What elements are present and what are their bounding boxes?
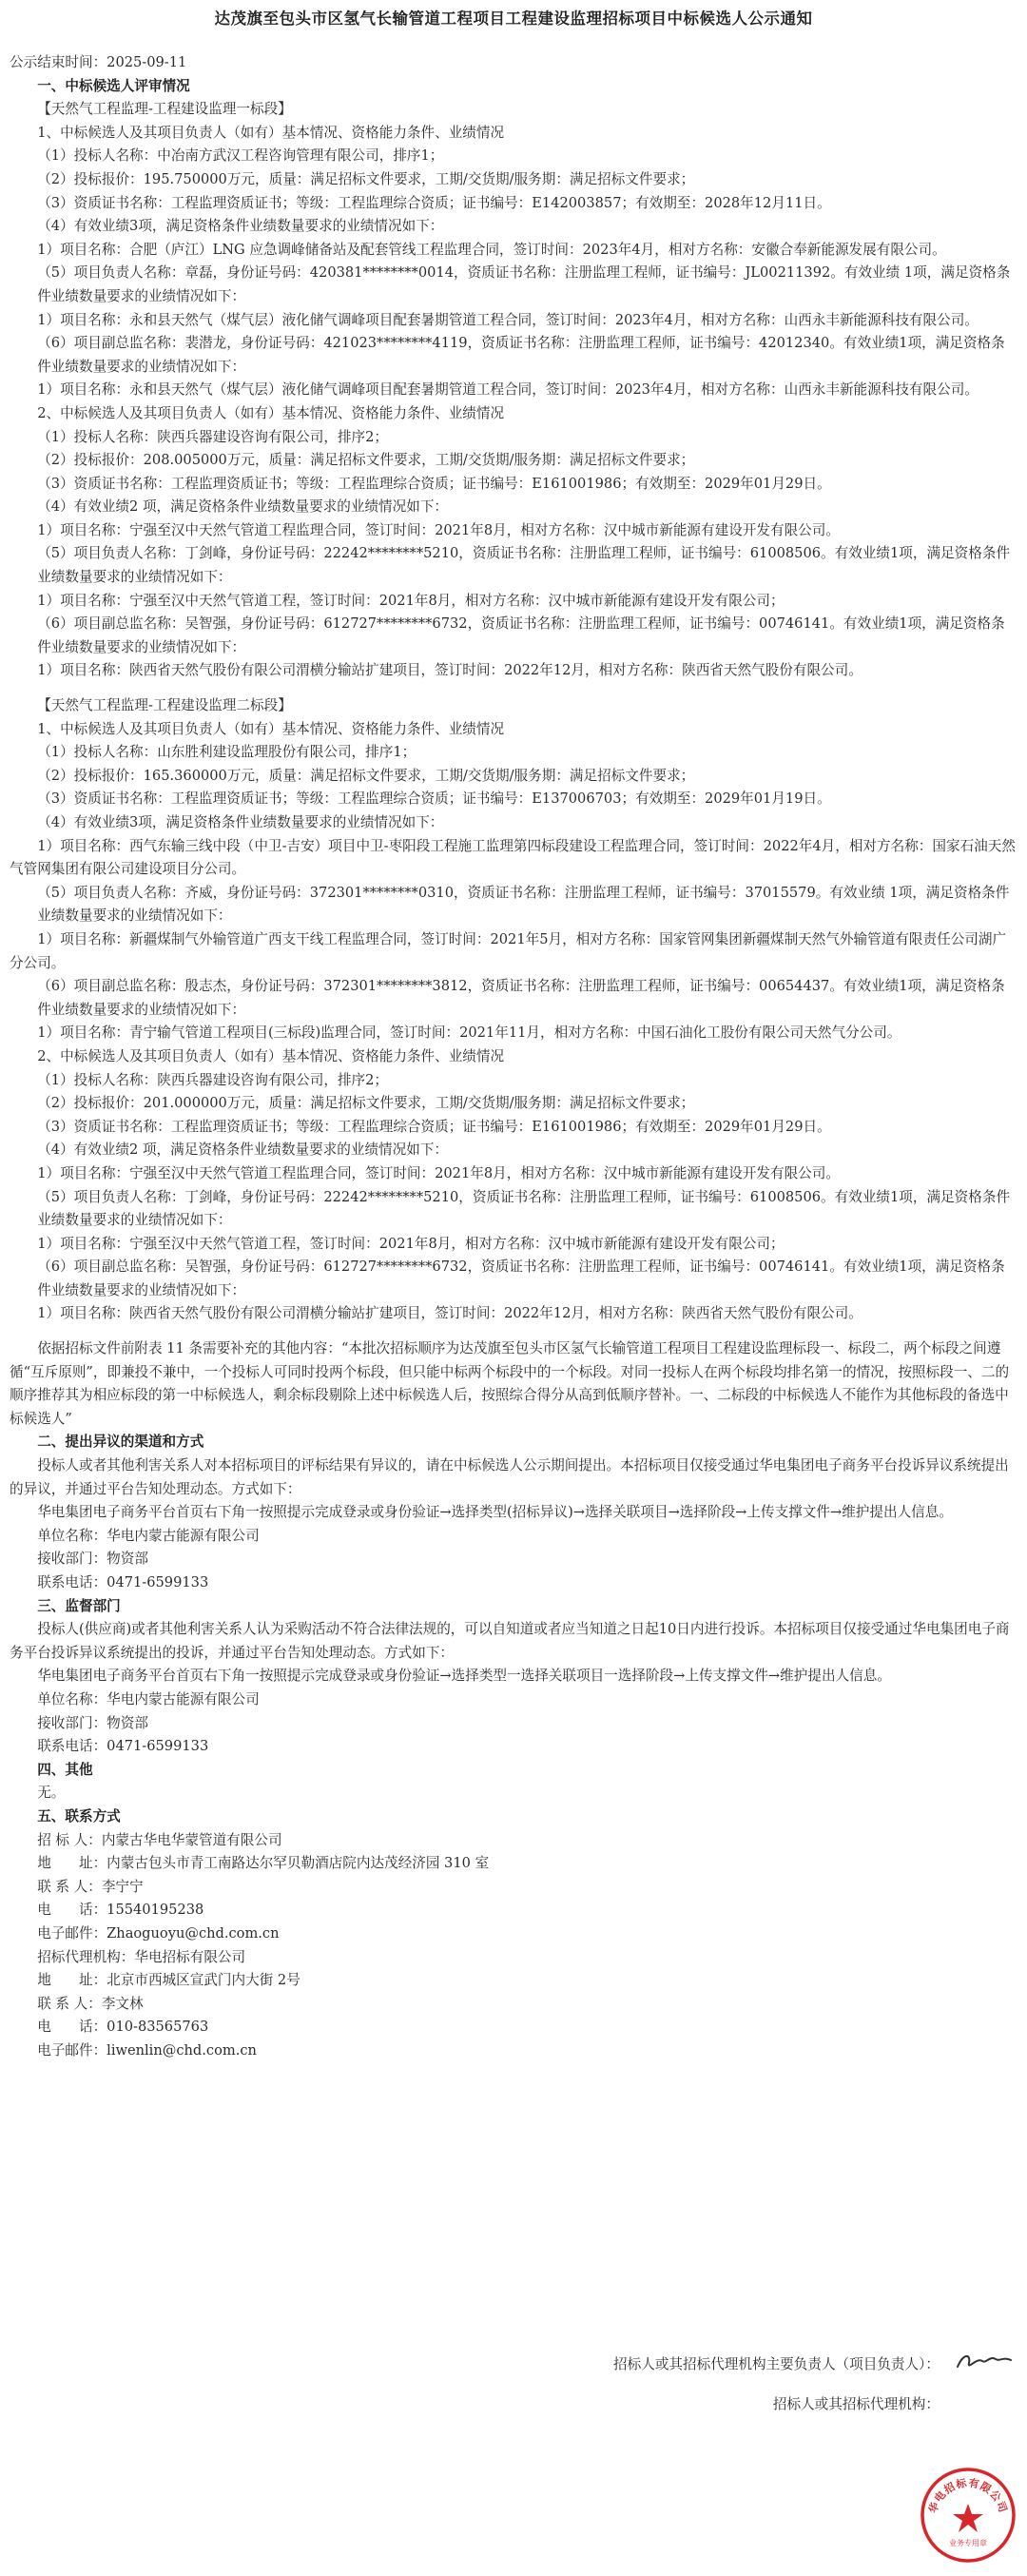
deputy-director: （6）项目副总监名称：裴潜龙，身份证号码：421023********4119，资质证书名称：注册监理工程师，证书编号：42012340。有效业绩1项，满足资格条件业绩数量要求的业绩情况如下：	[37, 335, 1005, 375]
qualification: （3）资质证书名称：工程监理资质证书；等级：工程监理综合资质；证书编号：E161001986；有效期至：2029年01月29日。	[37, 475, 831, 492]
unit-name: 单位名称：华电内蒙古能源有限公司	[37, 1527, 260, 1544]
bid-price: （2）投标报价：201.000000万元，质量：满足招标文件要求，工期/交货期/服务期：满足招标文件要求；	[37, 1095, 695, 1112]
project-item: 1）项目名称：宁强至汉中天然气管道工程，签订时间：2021年8月，相对方名称：汉中城市新能源有建设开发有限公司；	[37, 1235, 785, 1252]
tenderer-name: 招 标 人：内蒙古华电华蒙管道有限公司	[37, 1831, 282, 1848]
lot-heading: 【天然气工程监理-工程建设监理一标段】	[37, 101, 292, 118]
section-heading: 一、中标候选人评审情况	[37, 77, 190, 94]
signature-line-principal: 招标人或其招标代理机构主要负责人（项目负责人）：	[613, 2356, 940, 2372]
project-item: 1）项目名称：新疆煤制气外输管道广西支干线工程监理合同，签订时间：2021年5月，相对方名称：国家管网集团新疆煤制天然气外输管道有限责任公司湖广分公司。	[10, 930, 1007, 971]
objection-text: 投标人或者其他利害关系人对本招标项目的评标结果有异议的，请在中标候选人公示期间提出。本招标项目仅接受通过华电集团电子商务平台投诉异议系统提出的异议，并通过平台告知处理动态。方式如下：	[10, 1457, 1009, 1497]
project-item: 1）项目名称：宁强至汉中天然气管道工程监理合同，签订时间：2021年8月，相对方名称：汉中城市新能源有建设开发有限公司。	[37, 521, 840, 538]
project-manager: （5）项目负责人名称：丁剑峰，身份证号码：22242********5210，资质证书名称：注册监理工程师，证书编号：61008506。有效业绩1项，满足资格条件业绩数量要求的业绩情况如下：	[37, 1188, 1011, 1229]
candidate-heading: 2、中标候选人及其项目负责人（如有）基本情况、资格能力条件、业绩情况	[37, 404, 505, 421]
lot-heading: 【天然气工程监理-工程建设监理二标段】	[37, 697, 292, 714]
performance-count: （4）有效业绩3项，满足资格条件业绩数量要求的业绩情况如下：	[37, 814, 444, 830]
bid-price: （2）投标报价：208.005000万元，质量：满足招标文件要求，工期/交货期/服务期：满足招标文件要求；	[37, 452, 695, 469]
agency-address: 地 址：北京市西城区宣武门内大街 2号	[37, 1972, 300, 1989]
tenderer-address: 地 址：内蒙古包头市青工南路达尔罕贝勒酒店院内达茂经济园 310 室	[37, 1855, 490, 1872]
other-text: 无。	[37, 1785, 66, 1802]
unit-name: 单位名称：华电内蒙古能源有限公司	[37, 1690, 260, 1708]
project-item: 1）项目名称：陕西省天然气股份有限公司渭横分输站扩建项目，签订时间：2022年12月，相对方名称：陕西省天然气股份有限公司。	[37, 662, 862, 679]
receiving-department: 接收部门：物资部	[37, 1714, 148, 1731]
project-item: 1）项目名称：青宁输气管道工程项目(三标段)监理合同，签订时间：2021年11月，相对方名称：中国石油化工股份有限公司天然气分公司。	[37, 1025, 901, 1042]
tenderer-contact: 联 系 人：李宁宁	[37, 1878, 144, 1895]
tenderer-phone: 电 话：15540195238	[37, 1902, 204, 1919]
project-manager: （5）项目负责人名称：齐威，身份证号码：372301********0310，资质证书名称：注册监理工程师，证书编号：37015579。有效业绩 1项，满足资格条件业绩数量要求的业绩情况如下：	[37, 884, 1010, 925]
deputy-director: （6）项目副总监名称：吴智强，身份证号码：612727********6732，资质证书名称：注册监理工程师，证书编号：00746141。有效业绩1项，满足资格条件业绩数量要求的业绩情况如下：	[37, 615, 1005, 655]
signature-line-agency: 招标人或其招标代理机构：	[772, 2396, 940, 2412]
contact-phone: 联系电话：0471-6599133	[37, 1738, 209, 1755]
tenderer-email: 电子邮件：Zhaoguoyu@chd.com.cn	[37, 1924, 280, 1942]
qualification: （3）资质证书名称：工程监理资质证书；等级：工程监理综合资质；证书编号：E142003857；有效期至：2028年12月11日。	[37, 194, 831, 211]
performance-count: （4）有效业绩2 项，满足资格条件业绩数量要求的业绩情况如下：	[37, 498, 449, 516]
receiving-department: 接收部门：物资部	[37, 1551, 148, 1568]
seal-star-icon	[953, 2504, 983, 2532]
bidder-name: （1）投标人名称：陕西兵器建设咨询有限公司，排序2；	[37, 428, 389, 445]
section-heading: 三、监督部门	[37, 1597, 121, 1614]
bidder-name: （1）投标人名称：中冶南方武汉工程咨询管理有限公司，排序1；	[37, 147, 444, 165]
qualification: （3）资质证书名称：工程监理资质证书；等级：工程监理综合资质；证书编号：E137006703；有效期至：2029年01月19日。	[37, 790, 831, 808]
project-item: 1）项目名称：宁强至汉中天然气管道工程，签订时间：2021年8月，相对方名称：汉中城市新能源有建设开发有限公司；	[37, 592, 785, 609]
candidate-heading: 2、中标候选人及其项目负责人（如有）基本情况、资格能力条件、业绩情况	[37, 1047, 505, 1064]
project-item: 1）项目名称：陕西省天然气股份有限公司渭横分输站扩建项目，签订时间：2022年12月，相对方名称：陕西省天然气股份有限公司。	[37, 1305, 862, 1322]
agency-phone: 电 话：010-83565763	[37, 2019, 209, 2036]
project-item: 1）项目名称：宁强至汉中天然气管道工程监理合同，签订时间：2021年8月，相对方名称：汉中城市新能源有建设开发有限公司。	[37, 1164, 840, 1181]
page-title: 达茂旗至包头市区氢气长输管道工程项目工程建设监理招标项目中标候选人公示通知	[214, 10, 813, 28]
section-heading: 二、提出异议的渠道和方式	[37, 1434, 204, 1451]
agency-contact: 联 系 人：李文林	[37, 1995, 144, 2012]
supervision-text: 投标人(供应商)或者其他利害关系人认为采购活动不符合法律法规的，可以自知道或者应当知道之日起10日内进行投诉。本招标项目仅接受通过华电集团电子商务平台投诉异议系统提出的投诉，并通过平台告知处理动态。方式如下：	[10, 1621, 1010, 1661]
agency-email: 电子邮件：liwenlin@chd.com.cn	[37, 2041, 257, 2059]
notice-body	[10, 51, 1017, 2062]
performance-count: （4）有效业绩2 项，满足资格条件业绩数量要求的业绩情况如下：	[37, 1142, 449, 1159]
project-item: 1）项目名称：合肥（庐江）LNG 应急调峰储备站及配套管线工程监理合同，签订时间：2023年4月，相对方名称：安徽合奉新能源发展有限公司。	[37, 241, 946, 258]
official-seal-stamp	[919, 2466, 1017, 2565]
contact-phone: 联系电话：0471-6599133	[37, 1574, 209, 1590]
bid-price: （2）投标报价：165.360000万元，质量：满足招标文件要求，工期/交货期/服务期：满足招标文件要求；	[37, 767, 695, 784]
candidate-heading: 1、中标候选人及其项目负责人（如有）基本情况、资格能力条件、业绩情况	[37, 124, 505, 141]
candidate-heading: 1、中标候选人及其项目负责人（如有）基本情况、资格能力条件、业绩情况	[37, 720, 505, 737]
section-heading: 四、其他	[37, 1761, 93, 1778]
supplementary-note: 依据招标文件前附表 11 条需要补充的其他内容：“本批次招标顺序为达茂旗至包头市区氢气长输管道工程项目工程建设监理标段一、标段二，两个标段之间遵循“互斥原则”，即兼投不兼中，一个投标人可同时投两个标段，但只能中标两个标段中的一个标段。对同一投标人在两个标段均排名第一的情况，按照标段一、二的顺序推荐其为相应标段的第一中标候选人，剩余标段剔除上述中标候选人后，按照综合得分从高到低顺序替补。一、二标段的中标候选人不能作为其他标段的备选中标候选人”	[10, 1340, 1010, 1427]
seal-top-text: 华电招标有限公司	[926, 2476, 1010, 2515]
deputy-director: （6）项目副总监名称：殷志杰，身份证号码：372301********3812，资质证书名称：注册监理工程师，证书编号：00654437。有效业绩1项，满足资格条件业绩数量要求的业绩情况如下：	[37, 978, 1005, 1018]
qualification: （3）资质证书名称：工程监理资质证书；等级：工程监理综合资质；证书编号：E161001986；有效期至：2029年01月29日。	[37, 1118, 831, 1135]
bidder-name: （1）投标人名称：山东胜利建设监理股份有限公司，排序1；	[37, 744, 417, 761]
project-item: 1）项目名称：永和县天然气（煤气层）液化储气调峰项目配套暑期管道工程合同，签订时间：2023年4月，相对方名称：山西永丰新能源科技有限公司。	[37, 381, 979, 399]
bidder-name: （1）投标人名称：陕西兵器建设咨询有限公司，排序2；	[37, 1071, 389, 1088]
seal-bottom-text: 业务专用章	[949, 2539, 987, 2547]
objection-steps: 华电集团电子商务平台首页右下角一按照提示完成登录或身份验证→选择类型(招标异议)→选择关联项目→选择阶段→上传支撑文件→维护提出人信息。	[37, 1504, 953, 1521]
project-item: 1）项目名称：永和县天然气（煤气层）液化储气调峰项目配套暑期管道工程合同，签订时间：2023年4月，相对方名称：山西永丰新能源科技有限公司。	[37, 311, 979, 328]
project-item: 1）项目名称：西气东输三线中段（中卫-吉安）项目中卫-枣阳段工程施工监理第四标段建设工程监理合同，签订时间：2022年4月，相对方名称：国家石油天然气管网集团有限公司建设项目分公司。	[10, 837, 1016, 878]
agency-name: 招标代理机构：华电招标有限公司	[37, 1948, 246, 1965]
performance-count: （4）有效业绩3项，满足资格条件业绩数量要求的业绩情况如下：	[37, 218, 444, 235]
publicity-end-time: 公示结束时间：2025-09-11	[10, 54, 187, 70]
section-heading: 五、联系方式	[37, 1807, 121, 1825]
deputy-director: （6）项目副总监名称：吴智强，身份证号码：612727********6732，资质证书名称：注册监理工程师，证书编号：00746141。有效业绩1项，满足资格条件业绩数量要求的业绩情况如下：	[37, 1259, 1005, 1298]
handwritten-signature	[954, 2348, 1017, 2376]
project-manager: （5）项目负责人名称：丁剑峰，身份证号码：22242********5210，资质证书名称：注册监理工程师，证书编号：61008506。有效业绩1项，满足资格条件业绩数量要求的业绩情况如下：	[37, 545, 1011, 586]
project-manager: （5）项目负责人名称：章磊，身份证号码：420381********0014，资质证书名称：注册监理工程师，证书编号：JL00211392。有效业绩 1项，满足资格条件业绩数量要求的业绩情况如下：	[37, 264, 1011, 304]
supervision-steps: 华电集团电子商务平台首页右下角一按照提示完成登录或身份验证→选择类型一选择关联项目一选择阶段→上传支撑文件→维护提出人信息。	[37, 1668, 891, 1685]
bid-price: （2）投标报价：195.750000万元，质量：满足招标文件要求，工期/交货期/服务期：满足招标文件要求；	[37, 170, 695, 187]
